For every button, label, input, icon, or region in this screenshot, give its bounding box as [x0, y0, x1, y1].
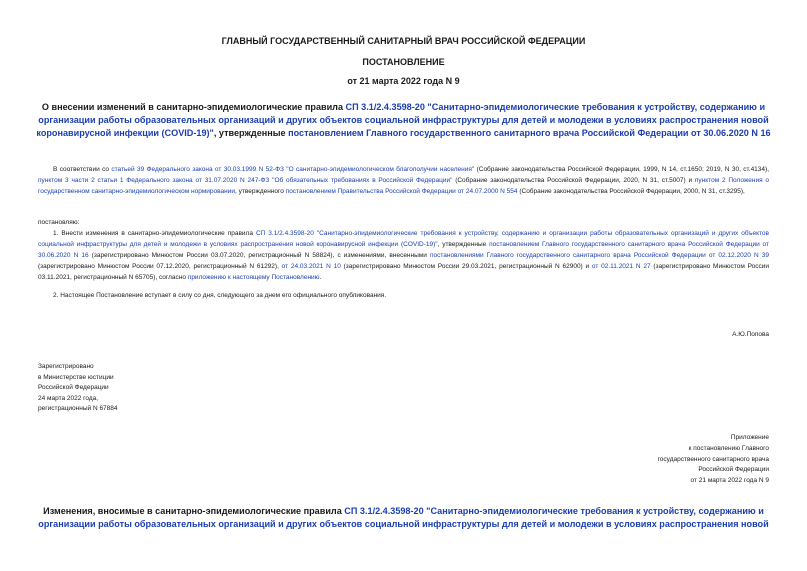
registration-line: Российской Федерации: [38, 384, 109, 391]
appendix-line: Приложение: [730, 434, 769, 441]
appendix-line: государственного санитарного врача: [657, 455, 769, 463]
clause-text: 1. Внести изменения в санитарно-эпидемиологические правила: [53, 230, 256, 237]
link-resolution-10[interactable]: от 24.03.2021 N 10: [281, 263, 341, 270]
document-type-heading: ПОСТАНОВЛЕНИЕ: [362, 57, 445, 67]
link-resolution-16[interactable]: постановлением Главного государственного санитарного врача Российской Федерации от 30.06.2020 N 16: [38, 241, 769, 259]
preamble-text: (Собрание законодательства Российской Федерации, 1999, N 14, ст.1650; 2019, N 30, ст.4134),: [474, 166, 769, 173]
registration-line: 24 марта 2022 года,: [38, 394, 99, 402]
title-link-sanrules[interactable]: СП 3.1/2.4.3598-20 "Санитарно-эпидемиологические требования к устройству, содержанию и организации работы образовательных организаций и других объектов социальной инфраструктуры для детей и молодежи в условиях распространения новой коронавирусной инфекции (COVID-19)": [36, 102, 769, 138]
link-resolution-27[interactable]: от 02.11.2021 N 27: [591, 263, 651, 270]
link-federal-law-247[interactable]: пунктом 3 части 2 статьи 1 Федерального закона от 31.07.2020 N 247-ФЗ "Об обязательных требованиях в Российской Федерации": [38, 177, 453, 184]
preamble-text: (Собрание законодательства Российской Федерации, 2020, N 31, ст.5007) и: [452, 177, 695, 184]
clause-1-paragraph: [38, 228, 769, 283]
clause-text: (зарегистрировано Минюстом России 07.12.2020, регистрационный N 61292),: [38, 263, 282, 270]
registration-block: [38, 362, 118, 415]
appendix-line: от 21 марта 2022 года N 9: [690, 477, 769, 485]
title-link-resolution[interactable]: постановлением Главного государственного санитарного врача Российской Федерации от 30.06.2020 N 16: [288, 128, 771, 138]
clause-text: (зарегистрировано Минюстом России 03.11.2021, регистрационный N 65705), согласно: [38, 263, 769, 281]
document-title: [30, 101, 777, 140]
resolve-label: постановляю:: [38, 219, 80, 226]
clause-text: (зарегистрировано Минюстом России 03.07.2020, регистрационный N 58824), с изменениями, внесенными: [88, 252, 430, 259]
link-appendix[interactable]: приложению к настоящему Постановлению: [187, 274, 320, 281]
appendix-line: Российской Федерации: [698, 466, 769, 474]
link-sanrules[interactable]: СП 3.1/2.4.3598-20 "Санитарно-эпидемиологические требования к устройству, содержанию и организации работы образовательных организаций и других объектов социальной инфраструктуры для детей и молодежи в условиях распространения новой коронавирусной инфекции (COVID-19)": [38, 230, 769, 248]
clause-text: , утвержденные: [437, 241, 490, 248]
title-text: , утвержденные: [213, 128, 289, 138]
appendix-title: [30, 505, 777, 531]
registration-line: в Министерстве юстиции: [38, 373, 114, 381]
link-government-resolution-554[interactable]: постановлением Правительства Российской Федерации от 24.07.2000 N 554: [285, 188, 518, 195]
appendix-title-text: Изменения, вносимые в санитарно-эпидемиологические правила: [43, 506, 345, 516]
link-federal-law-52[interactable]: статьей 39 Федерального закона от 30.03.1999 N 52-ФЗ "О санитарно-эпидемиологическом благополучии населения": [111, 166, 475, 173]
registration-line: регистрационный N 67884: [38, 405, 118, 412]
appendix-title-link[interactable]: СП 3.1/2.4.3598-20 "Санитарно-эпидемиологические требования к устройству, содержанию и организации работы образовательных организаций и других объектов социальной инфраструктуры для детей и молодежи в условиях распространения новой: [38, 506, 769, 529]
preamble-paragraph: [38, 164, 769, 197]
appendix-line: к постановлению Главного: [688, 444, 769, 452]
link-resolution-39[interactable]: постановлениями Главного государственного санитарного врача Российской Федерации от 02.12.2020 N 39: [429, 252, 769, 259]
clause-2-paragraph: 2. Настоящее Постановление вступает в силу со дня, следующего за днем его официального опубликования.: [53, 292, 387, 299]
clause-text: (зарегистрировано Минюстом России 29.03.2021, регистрационный N 62900) и: [340, 263, 592, 270]
date-number-heading: от 21 марта 2022 года N 9: [347, 76, 460, 86]
preamble-text: , утвержденного: [235, 188, 286, 195]
preamble-text: В соответствии со: [53, 166, 112, 173]
registration-line: Зарегистрировано: [38, 363, 94, 370]
preamble-text: (Собрание законодательства Российской Федерации, 2000, N 31, ст.3295),: [517, 188, 745, 195]
title-text: О внесении изменений в санитарно-эпидемиологические правила: [41, 102, 346, 112]
authority-heading: ГЛАВНЫЙ ГОСУДАРСТВЕННЫЙ САНИТАРНЫЙ ВРАЧ РОССИЙСКОЙ ФЕДЕРАЦИИ: [221, 36, 586, 46]
appendix-block: [658, 433, 769, 487]
link-regulation-point-2[interactable]: пунктом 2 Положения о государственном санитарно-эпидемиологическом нормировании: [38, 177, 770, 195]
signature: А.Ю.Попова: [732, 331, 769, 338]
clause-text: .: [319, 274, 322, 281]
